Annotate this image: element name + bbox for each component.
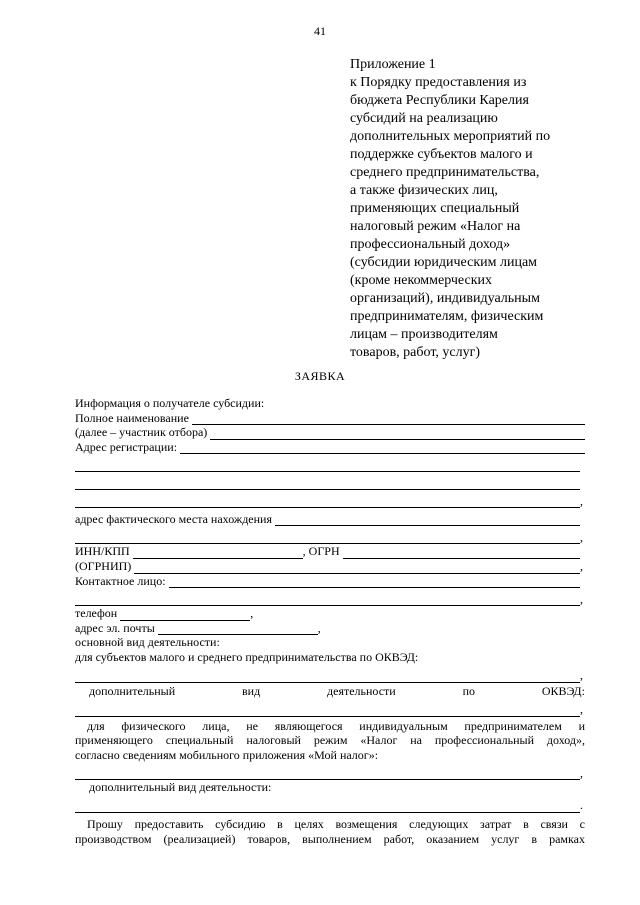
phone-row bbox=[75, 606, 585, 621]
small-business-okved-line bbox=[75, 665, 585, 683]
main-activity-label: основной вид деятельности: bbox=[75, 635, 220, 650]
additional-activity-field[interactable] bbox=[75, 801, 580, 813]
ogrn-field[interactable] bbox=[343, 547, 580, 559]
appendix-line: товаров, работ, услуг) bbox=[350, 345, 481, 360]
individual-activity-line bbox=[75, 762, 585, 780]
ogrn-label: , ОГРН bbox=[302, 544, 340, 559]
inn-ogrn-row bbox=[75, 544, 585, 559]
individual-paragraph-line-3: согласно сведениям мобильного приложения «Мой налог»: bbox=[75, 747, 379, 762]
comma: , bbox=[580, 493, 583, 508]
registration-address-label: Адрес регистрации: bbox=[75, 439, 178, 454]
period: . bbox=[580, 798, 583, 813]
appendix-line: Приложение 1 bbox=[350, 57, 436, 72]
additional-activity-row bbox=[75, 780, 585, 795]
individual-paragraph-line-1: для физического лица, не являющегося индивидуальным предпринимателем и bbox=[87, 718, 585, 733]
email-label: адрес эл. почты bbox=[75, 620, 155, 635]
registration-address-field-2[interactable] bbox=[75, 460, 580, 472]
contact-field[interactable] bbox=[169, 576, 580, 588]
appendix-line: субсидий на реализацию bbox=[350, 111, 498, 126]
registration-address-field-3[interactable] bbox=[75, 478, 580, 490]
participant-note-row bbox=[75, 425, 585, 440]
registration-address-line-4 bbox=[75, 490, 585, 508]
comma: , bbox=[580, 529, 583, 544]
small-business-row bbox=[75, 650, 585, 665]
comma: , bbox=[580, 558, 583, 573]
appendix-line: а также физических лиц, bbox=[350, 183, 498, 198]
page-number: 41 bbox=[314, 24, 326, 38]
request-paragraph-line-2: производством (реализацией) товаров, выполнением работ, оказанием услуг в рамках bbox=[75, 831, 585, 846]
actual-address-line-2 bbox=[75, 526, 585, 544]
comma: , bbox=[580, 701, 583, 716]
info-header: Информация о получателе субсидии: bbox=[75, 396, 265, 410]
comma: , bbox=[580, 765, 583, 780]
appendix-line: (кроме некоммерческих bbox=[350, 273, 492, 288]
comma: , bbox=[250, 606, 254, 621]
full-name-field-cont[interactable] bbox=[210, 428, 585, 440]
main-activity-row bbox=[75, 635, 585, 650]
word: по bbox=[462, 683, 475, 698]
full-name-row bbox=[75, 411, 585, 426]
ogrnip-field[interactable] bbox=[134, 562, 580, 574]
additional-activity-label: дополнительный вид деятельности: bbox=[89, 780, 272, 795]
appendix-line: лицам – производителям bbox=[350, 327, 498, 342]
appendix-line: предпринимателям, физическим bbox=[350, 309, 544, 324]
registration-address-line-2 bbox=[75, 454, 585, 472]
registration-address-line-3 bbox=[75, 472, 585, 490]
participant-note: (далее – участник отбора) bbox=[75, 425, 208, 440]
contact-field-2[interactable] bbox=[75, 594, 580, 606]
email-field[interactable] bbox=[158, 623, 318, 635]
full-name-label: Полное наименование bbox=[75, 410, 189, 425]
additional-activity-okved-line bbox=[75, 699, 585, 717]
phone-label: телефон bbox=[75, 606, 118, 621]
additional-activity-line bbox=[75, 795, 585, 813]
word: вид bbox=[241, 683, 261, 698]
contact-label: Контактное лицо: bbox=[75, 573, 166, 588]
actual-address-field[interactable] bbox=[275, 514, 580, 526]
inn-field[interactable] bbox=[133, 547, 303, 559]
ogrnip-row bbox=[75, 559, 585, 574]
appendix-line: налоговый режим «Налог на bbox=[350, 219, 521, 234]
actual-address-row bbox=[75, 508, 585, 526]
full-name-field[interactable] bbox=[192, 413, 585, 425]
contact-line-2 bbox=[75, 588, 585, 606]
phone-field[interactable] bbox=[120, 609, 250, 621]
inn-label: ИНН/КПП bbox=[75, 544, 130, 559]
individual-paragraph-line-2: применяющего специальный налоговый режим «Налог на профессиональный доход», bbox=[75, 733, 585, 748]
appendix-line: среднего предпринимательства, bbox=[350, 165, 540, 180]
comma: , bbox=[317, 620, 321, 635]
registration-address-field[interactable] bbox=[180, 442, 585, 454]
word: ОКВЭД: bbox=[541, 683, 585, 698]
comma: , bbox=[580, 667, 583, 682]
application-form bbox=[75, 396, 585, 846]
appendix-line: дополнительных мероприятий по bbox=[350, 129, 551, 144]
appendix-header bbox=[350, 56, 600, 362]
request-paragraph-line-1: Прошу предоставить субсидию в целях возмещения следующих затрат в связи с bbox=[87, 816, 585, 831]
appendix-line: бюджета Республики Карелия bbox=[350, 93, 529, 108]
registration-address-row bbox=[75, 440, 585, 455]
appendix-line: поддержке субъектов малого и bbox=[350, 147, 533, 162]
appendix-line: применяющих специальный bbox=[350, 201, 520, 216]
document-title: ЗАЯВКА bbox=[294, 369, 346, 383]
actual-address-label: адрес фактического места нахождения bbox=[75, 511, 272, 526]
actual-address-field-2[interactable] bbox=[75, 532, 580, 544]
additional-activity-okved-field[interactable] bbox=[75, 705, 580, 717]
appendix-line: к Порядку предоставления из bbox=[350, 75, 527, 90]
word: деятельности bbox=[327, 683, 396, 698]
ogrnip-label: (ОГРНИП) bbox=[75, 558, 132, 573]
appendix-line: профессиональный доход» bbox=[350, 237, 511, 252]
additional-activity-okved-row bbox=[75, 683, 585, 699]
contact-row bbox=[75, 574, 585, 589]
email-row bbox=[75, 621, 585, 636]
word: дополнительный bbox=[89, 683, 176, 698]
registration-address-field-4[interactable] bbox=[75, 496, 580, 508]
small-business-okved-field[interactable] bbox=[75, 671, 580, 683]
appendix-line: организаций), индивидуальным bbox=[350, 291, 540, 306]
appendix-line: (субсидии юридическим лицам bbox=[350, 255, 538, 270]
info-header-row bbox=[75, 396, 585, 411]
comma: , bbox=[580, 591, 583, 606]
individual-activity-field[interactable] bbox=[75, 768, 580, 780]
small-business-label: для субъектов малого и среднего предпринимательства по ОКВЭД: bbox=[75, 649, 419, 664]
